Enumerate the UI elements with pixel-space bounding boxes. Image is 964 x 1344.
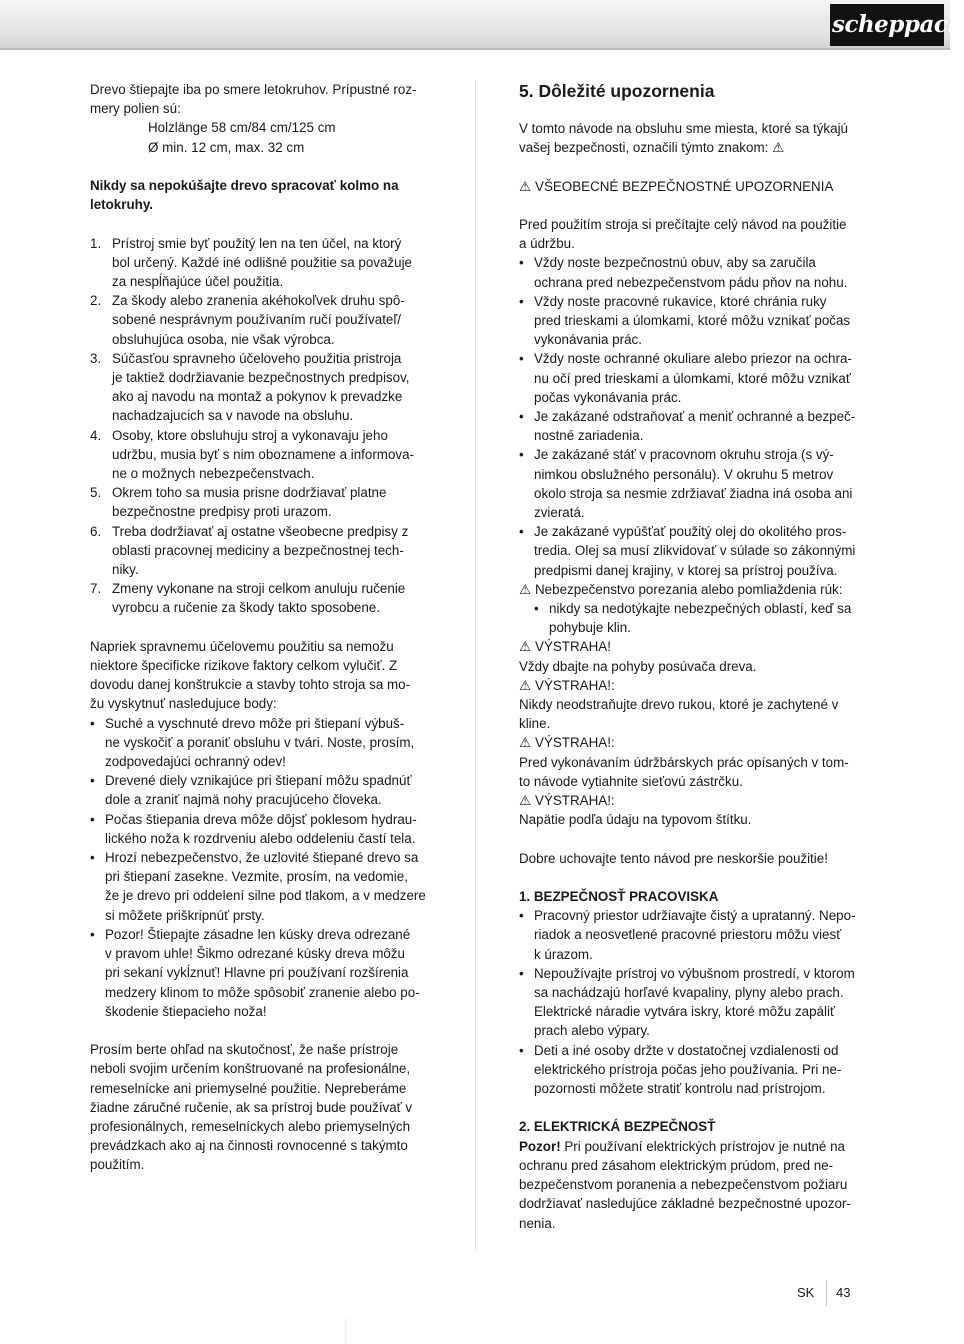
- bullet-item: [519, 1041, 859, 1099]
- item-line: za nespĺňajúce účel použitia.: [112, 274, 284, 289]
- bullet-marker: •: [519, 965, 524, 981]
- bullet-text: [534, 964, 859, 1041]
- bullet-marker: •: [90, 850, 95, 866]
- brand-logo: scheppach: [830, 4, 944, 46]
- bullet-item: [519, 292, 859, 350]
- bullet-text: [105, 714, 430, 772]
- spacer: [90, 157, 430, 176]
- bullet-line: Deti a iné osoby držte v dostatočnej vzdialenosti od: [534, 1042, 839, 1058]
- item-text: [112, 234, 430, 292]
- item-text: [112, 579, 430, 617]
- item-text: [112, 349, 430, 426]
- page-number: 43: [836, 1285, 851, 1300]
- warning-icon: ⚠: [519, 178, 532, 194]
- item-line: Treba dodržiavať aj ostatne všeobecne predpisy z: [112, 523, 409, 539]
- bullet-text: [534, 292, 859, 350]
- item-number: 4.: [90, 427, 102, 443]
- item-line: bezpečnostne predpisy proti urazom.: [112, 504, 332, 520]
- bullet-text: [549, 599, 859, 637]
- bullet-marker: •: [519, 351, 524, 367]
- bullet-line: predpismi danej krajiny, v ktorej sa prístroj používa.: [534, 562, 838, 578]
- item-text: [112, 522, 430, 580]
- bullet-line: Je zakázané odstraňovať a meniť ochranné a bezpeč-: [534, 409, 856, 425]
- caution-label: Pozor!: [519, 1138, 561, 1154]
- numbered-item: [90, 291, 430, 349]
- paragraph-line: ochranu pred zásahom elektrickým prúdom, pred ne-: [519, 1157, 834, 1173]
- spacer: [90, 618, 430, 637]
- paragraph-line: remeselnícke ani priemyselné použitie. Nepreberáme: [90, 1080, 407, 1096]
- bullet-line: nostné zariadenia.: [534, 428, 644, 444]
- paragraph-line: prevádzkach ako aj na činnosti rovnocenné s takýmto: [90, 1138, 408, 1154]
- numbered-item: [90, 522, 430, 580]
- bullet-line: tredia. Olej sa musí zlikvidovať v súlade so zákonnými: [534, 543, 856, 559]
- left-column: [90, 80, 430, 1175]
- bullet-line: pri štiepaní zasekne. Vezmite, prosím, na vedomie,: [105, 869, 408, 885]
- section-title: 5. Dôležité upozornenia: [519, 81, 715, 101]
- spacer: [519, 829, 859, 848]
- warning-line: Napätie podľa údaju na typovom štítku.: [519, 812, 752, 828]
- item-line: Súčasťou spravneho účeloveho použitia pristroja: [112, 350, 402, 366]
- item-line: udržbu, musia byť s nim oboznamene a informova-: [112, 446, 414, 462]
- item-line: nachadzajucich sa v navode na obsluhu.: [112, 408, 354, 424]
- warning-icon: ⚠: [519, 581, 532, 597]
- spacer: [519, 157, 859, 176]
- bullet-marker: •: [519, 409, 524, 425]
- bullet-text: [105, 771, 430, 809]
- bullet-line: Vždy noste ochranné okuliare alebo priezor na ochra-: [534, 351, 852, 367]
- bullet-line: nikdy sa nedotýkajte nebezpečných oblastí, keď sa: [549, 601, 852, 617]
- item-line: vyrobcu a ručenie za škody takto sposobene.: [112, 600, 380, 616]
- item-number: 1.: [90, 235, 102, 251]
- bullet-text: [534, 407, 859, 445]
- paragraph-line: Napriek spravnemu účelovemu použitiu sa nemožu: [90, 638, 394, 654]
- warning-label: [519, 733, 859, 752]
- spacer: [519, 196, 859, 215]
- item-line: obsluhujúca osoba, nie však výrobca.: [112, 331, 335, 347]
- item-number: 7.: [90, 581, 102, 597]
- bullet-marker: •: [90, 773, 95, 789]
- warning-label: [519, 637, 859, 656]
- warning-line: Vždy dbajte na pohyby posúvača dreva.: [519, 658, 757, 674]
- intro-line: Drevo štiepajte iba po smere letokruhov. Prípustné roz-: [90, 82, 417, 97]
- paragraph-line: neboli svojim určením konštruované na profesionálne,: [90, 1061, 411, 1077]
- bullet-line: sa nachádzajú horľavé kvapaliny, plyny alebo prach.: [534, 985, 844, 1001]
- bullet-line: Je zakázané stáť v pracovnom okruhu stroja (s vý-: [534, 447, 834, 463]
- bullet-item: [519, 964, 859, 1041]
- bullet-marker: •: [519, 908, 524, 924]
- bullet-marker: •: [519, 293, 524, 309]
- paragraph-line: žiadne záručné ručenie, ak sa prístroj bude používať v: [90, 1099, 413, 1115]
- bullet-line: Je zakázané vypúšťať použitý olej do okolitého pros-: [534, 524, 847, 540]
- item-line: oblasti pracovnej mediciny a bezpečnostnej tech-: [112, 542, 404, 558]
- bullet-line: Vždy noste pracovné rukavice, ktoré chránia ruky: [534, 293, 827, 309]
- spacer: [90, 1021, 430, 1040]
- bullet-marker: •: [519, 1042, 524, 1058]
- bullet-item: [519, 445, 859, 522]
- item-line: Okrem toho sa musia prisne dodržiavať platne: [112, 485, 387, 501]
- intro-line: mery polien sú:: [90, 101, 181, 117]
- bullet-line: pohybuje klin.: [549, 620, 631, 636]
- bullet-line: Drevené diely vznikajúce pri štiepaní môžu spadnúť: [105, 773, 412, 789]
- bullet-item: [519, 522, 859, 580]
- bullet-item: [90, 810, 430, 848]
- bullet-line: okolo stroja sa nesmie zdržiavať žiadna iná osoba ani: [534, 485, 853, 501]
- item-number: 5.: [90, 485, 102, 501]
- bullet-line: elektrického prístroja počas jeho používania. Pri ne-: [534, 1061, 842, 1077]
- heading-text: VŠEOBECNÉ BEZPEČNOSTNÉ UPOZORNENIA: [535, 178, 834, 194]
- footer-divider: [826, 1280, 827, 1306]
- bullet-line: pri sekaní vykĺznuť! Hlavne pri používaní rozšírenia: [105, 965, 409, 981]
- numbered-item: [90, 426, 430, 484]
- item-text: [112, 426, 430, 484]
- spacer: [519, 868, 859, 887]
- item-number: 2.: [90, 293, 102, 309]
- bullet-marker: •: [90, 715, 95, 731]
- paragraph-line: žu vyskytnuť nasledujuce body:: [90, 696, 277, 712]
- warning-label-text: VÝSTRAHA!:: [535, 677, 615, 693]
- bullet-marker: •: [519, 524, 524, 540]
- paragraph-line: dodržiavať nasledujúce základné bezpečnostné upozor-: [519, 1196, 851, 1212]
- warning-line: letokruhy.: [90, 197, 153, 213]
- bullet-line: medzery klinom to môže spôsobiť zranenie alebo po-: [105, 984, 420, 1000]
- paragraph-text: Pri používaní elektrických prístrojov je nutné na: [560, 1138, 845, 1154]
- paragraph-line: nenia.: [519, 1215, 556, 1231]
- warning-icon: ⚠: [519, 735, 532, 751]
- spacer: [90, 214, 430, 233]
- paragraph-line: Pred použitím stroja si prečítajte celý návod na použitie: [519, 216, 847, 232]
- numbered-item: [90, 234, 430, 292]
- bullet-marker: •: [519, 255, 524, 271]
- item-number: 6.: [90, 523, 102, 539]
- bullet-marker: •: [519, 447, 524, 463]
- bullet-item: [90, 771, 430, 809]
- warning-line: kline.: [519, 716, 551, 732]
- bullet-line: nimkou obslužného personálu). V okruhu 5 metrov: [534, 466, 834, 482]
- bullet-line: Počas štiepania dreva môže dôjsť poklesom hydrau-: [105, 811, 417, 827]
- bullet-item: [90, 848, 430, 925]
- intro-line: vašej bezpečnosti, označili týmto znakom: ⚠: [519, 140, 785, 156]
- bullet-text: [534, 1041, 859, 1099]
- bullet-line: nu očí pred trieskami a úlomkami, ktoré môžu vznikať: [534, 370, 851, 386]
- paragraph-line: použitím.: [90, 1157, 145, 1173]
- paragraph-line: Prosím berte ohľad na skutočnosť, že naše prístroje: [90, 1042, 399, 1058]
- item-line: Za škody alebo zranenia akéhokoľvek druhu spô-: [112, 293, 405, 309]
- bullet-marker: •: [90, 926, 95, 942]
- bullet-item: [90, 925, 430, 1021]
- warning-label: [519, 676, 859, 695]
- bullet-item: [519, 906, 859, 964]
- bullet-item: [90, 714, 430, 772]
- bullet-text: [534, 349, 859, 407]
- bullet-line: škodenie štiepacieho noža!: [105, 1003, 267, 1019]
- warning-line: Nikdy sa nepokúšajte drevo spracovať kolmo na: [90, 178, 399, 193]
- language-code: SK: [797, 1285, 815, 1300]
- bullet-line: Suché a vyschnuté drevo môže pri štiepaní výbuš-: [105, 715, 405, 731]
- paragraph-line: dovodu danej konštrukcie a stavby tohto stroja sa mo-: [90, 677, 411, 693]
- warning-text: Nebezpečenstvo porezania alebo pomliaždenia rúk:: [535, 581, 843, 597]
- warning-line: Nikdy neodstraňujte drevo rukou, ktoré je zachytené v: [519, 697, 839, 713]
- bullet-line: v pravom uhle! Šikmo odrezané kúsky dreva môžu: [105, 946, 405, 962]
- warning-line: to návode vytiahnite sieťovú zástrčku.: [519, 773, 743, 789]
- bullet-line: Pracovný priestor udržiavajte čistý a upratanný. Nepo-: [534, 908, 856, 924]
- bullet-line: ochrana pred nebezpečenstvom pádu pňov na nohu.: [534, 274, 848, 290]
- injury-warning: [519, 580, 859, 599]
- bullet-line: Nepoužívajte prístroj vo výbušnom prostredí, v ktorom: [534, 965, 855, 981]
- bullet-line: lického noža k rozdrveniu alebo oddeleniu častí tela.: [105, 830, 416, 846]
- item-line: bol určený. Každé iné odlišné použitie sa považuje: [112, 254, 412, 270]
- bullet-line: k úrazom.: [534, 946, 593, 962]
- item-line: sobené nesprávnym používaním ručí používateľ/: [112, 312, 401, 328]
- paragraph-line: [519, 1137, 859, 1156]
- sub-bullet-item: [519, 599, 859, 637]
- item-text: [112, 291, 430, 349]
- bullet-marker: •: [90, 811, 95, 827]
- item-number: 3.: [90, 350, 102, 366]
- warning-label-text: VÝSTRAHA!: [535, 639, 611, 655]
- bullet-marker: •: [534, 601, 539, 617]
- bullet-line: prach alebo výpary.: [534, 1023, 650, 1039]
- bullet-text: [534, 522, 859, 580]
- warning-line: Pred vykonávaním údržbárskych prác opísaných v tom-: [519, 754, 849, 770]
- dimension-line: Ø min. 12 cm, max. 32 cm: [148, 139, 305, 155]
- bullet-line: Hrozí nebezpečenstvo, že uzlovité štiepané drevo sa: [105, 850, 419, 866]
- keep-manual-note: Dobre uchovajte tento návod pre neskoršie použitie!: [519, 850, 828, 866]
- warning-label-text: VÝSTRAHA!:: [535, 793, 615, 809]
- numbered-item: [90, 579, 430, 617]
- spacer: [519, 1098, 859, 1117]
- bullet-line: Pozor! Štiepajte zásadne len kúsky dreva odrezané: [105, 926, 411, 942]
- warning-icon: ⚠: [519, 793, 532, 809]
- warning-icon: ⚠: [519, 639, 532, 655]
- bullet-line: Vždy noste bezpečnostnú obuv, aby sa zaručila: [534, 255, 816, 271]
- bullet-line: zodpovedajúci ochranný odev!: [105, 754, 286, 770]
- dimension-line: Holzlänge 58 cm/84 cm/125 cm: [148, 120, 336, 136]
- warning-label-text: VÝSTRAHA!:: [535, 735, 615, 751]
- item-line: je taktiež dodržiavanie bezpečnostnych predpisov,: [112, 370, 410, 386]
- paragraph-line: bezpečenstvom poranenia a nebezpečenstvom požiaru: [519, 1177, 848, 1193]
- item-text: [112, 483, 430, 521]
- item-line: ne o možnych nebezpečenstvach.: [112, 466, 315, 482]
- numbered-item: [90, 483, 430, 521]
- paragraph-line: a údržbu.: [519, 236, 575, 252]
- right-column: [519, 80, 859, 1233]
- bullet-line: zvieratá.: [534, 505, 585, 521]
- header-rule: [0, 48, 950, 50]
- bullet-item: [519, 407, 859, 445]
- bullet-line: pred trieskami a úlomkami, ktoré môžu vznikať počas: [534, 313, 851, 328]
- bullet-item: [519, 253, 859, 291]
- bullet-line: ne vyskočiť a poraniť obsluhu v tvári. Noste, prosím,: [105, 734, 415, 750]
- bullet-line: vykonávania prác.: [534, 332, 642, 348]
- item-line: Osoby, ktore obsluhuju stroj a vykonavaju jeho: [112, 427, 388, 443]
- general-heading: [519, 177, 859, 196]
- warning-icon: ⚠: [772, 140, 785, 156]
- bullet-line: si môžete priškripnúť prsty.: [105, 907, 265, 923]
- item-line: Zmeny vykonane na stroji celkom anuluju ručenie: [112, 581, 406, 597]
- bullet-line: dole a zraniť najmä nohy pracujúceho človeka.: [105, 792, 382, 808]
- bullet-text: [105, 810, 430, 848]
- item-line: ako aj navodu na montaž a pokynov k prevadzke: [112, 389, 403, 405]
- bullet-line: Elektrické náradie vytvára iskry, ktoré môžu zapáliť: [534, 1004, 835, 1020]
- intro-line: V tomto návode na obsluhu sme miesta, ktoré sa týkajú: [519, 121, 848, 136]
- warning-label: [519, 791, 859, 810]
- bullet-item: [519, 349, 859, 407]
- item-line: Prístroj smie byť použitý len na ten účel, na ktorý: [112, 235, 402, 251]
- binding-mark: [345, 1318, 346, 1344]
- bullet-text: [105, 848, 430, 925]
- numbered-item: [90, 349, 430, 426]
- paragraph-line: niektore špecificke rizikove faktory celkom vylučiť. Z: [90, 658, 398, 674]
- paragraph-line: profesionálnych, remeselníckych alebo priemyselných: [90, 1118, 411, 1134]
- bullet-text: [534, 253, 859, 291]
- column-divider: [475, 80, 476, 1252]
- bullet-text: [534, 445, 859, 522]
- bullet-line: riadok a neosvetlené pracovné priestoru môžu viesť: [534, 927, 842, 943]
- bullet-line: pozornosti môžete stratiť kontrolu nad prístrojom.: [534, 1081, 826, 1097]
- item-line: niky.: [112, 562, 139, 578]
- subsection-heading: 1. BEZPEČNOSŤ PRACOVISKA: [519, 889, 719, 905]
- header-bar: [0, 0, 950, 50]
- bullet-text: [534, 906, 859, 964]
- warning-icon: ⚠: [519, 677, 532, 693]
- bullet-text: [105, 925, 430, 1021]
- bullet-line: počas vykonávania prác.: [534, 389, 682, 405]
- bullet-line: že je drevo pri oddelení silne pod tlakom, a v medzere: [105, 888, 426, 904]
- subsection-heading: 2. ELEKTRICKÁ BEZPEČNOSŤ: [519, 1119, 716, 1135]
